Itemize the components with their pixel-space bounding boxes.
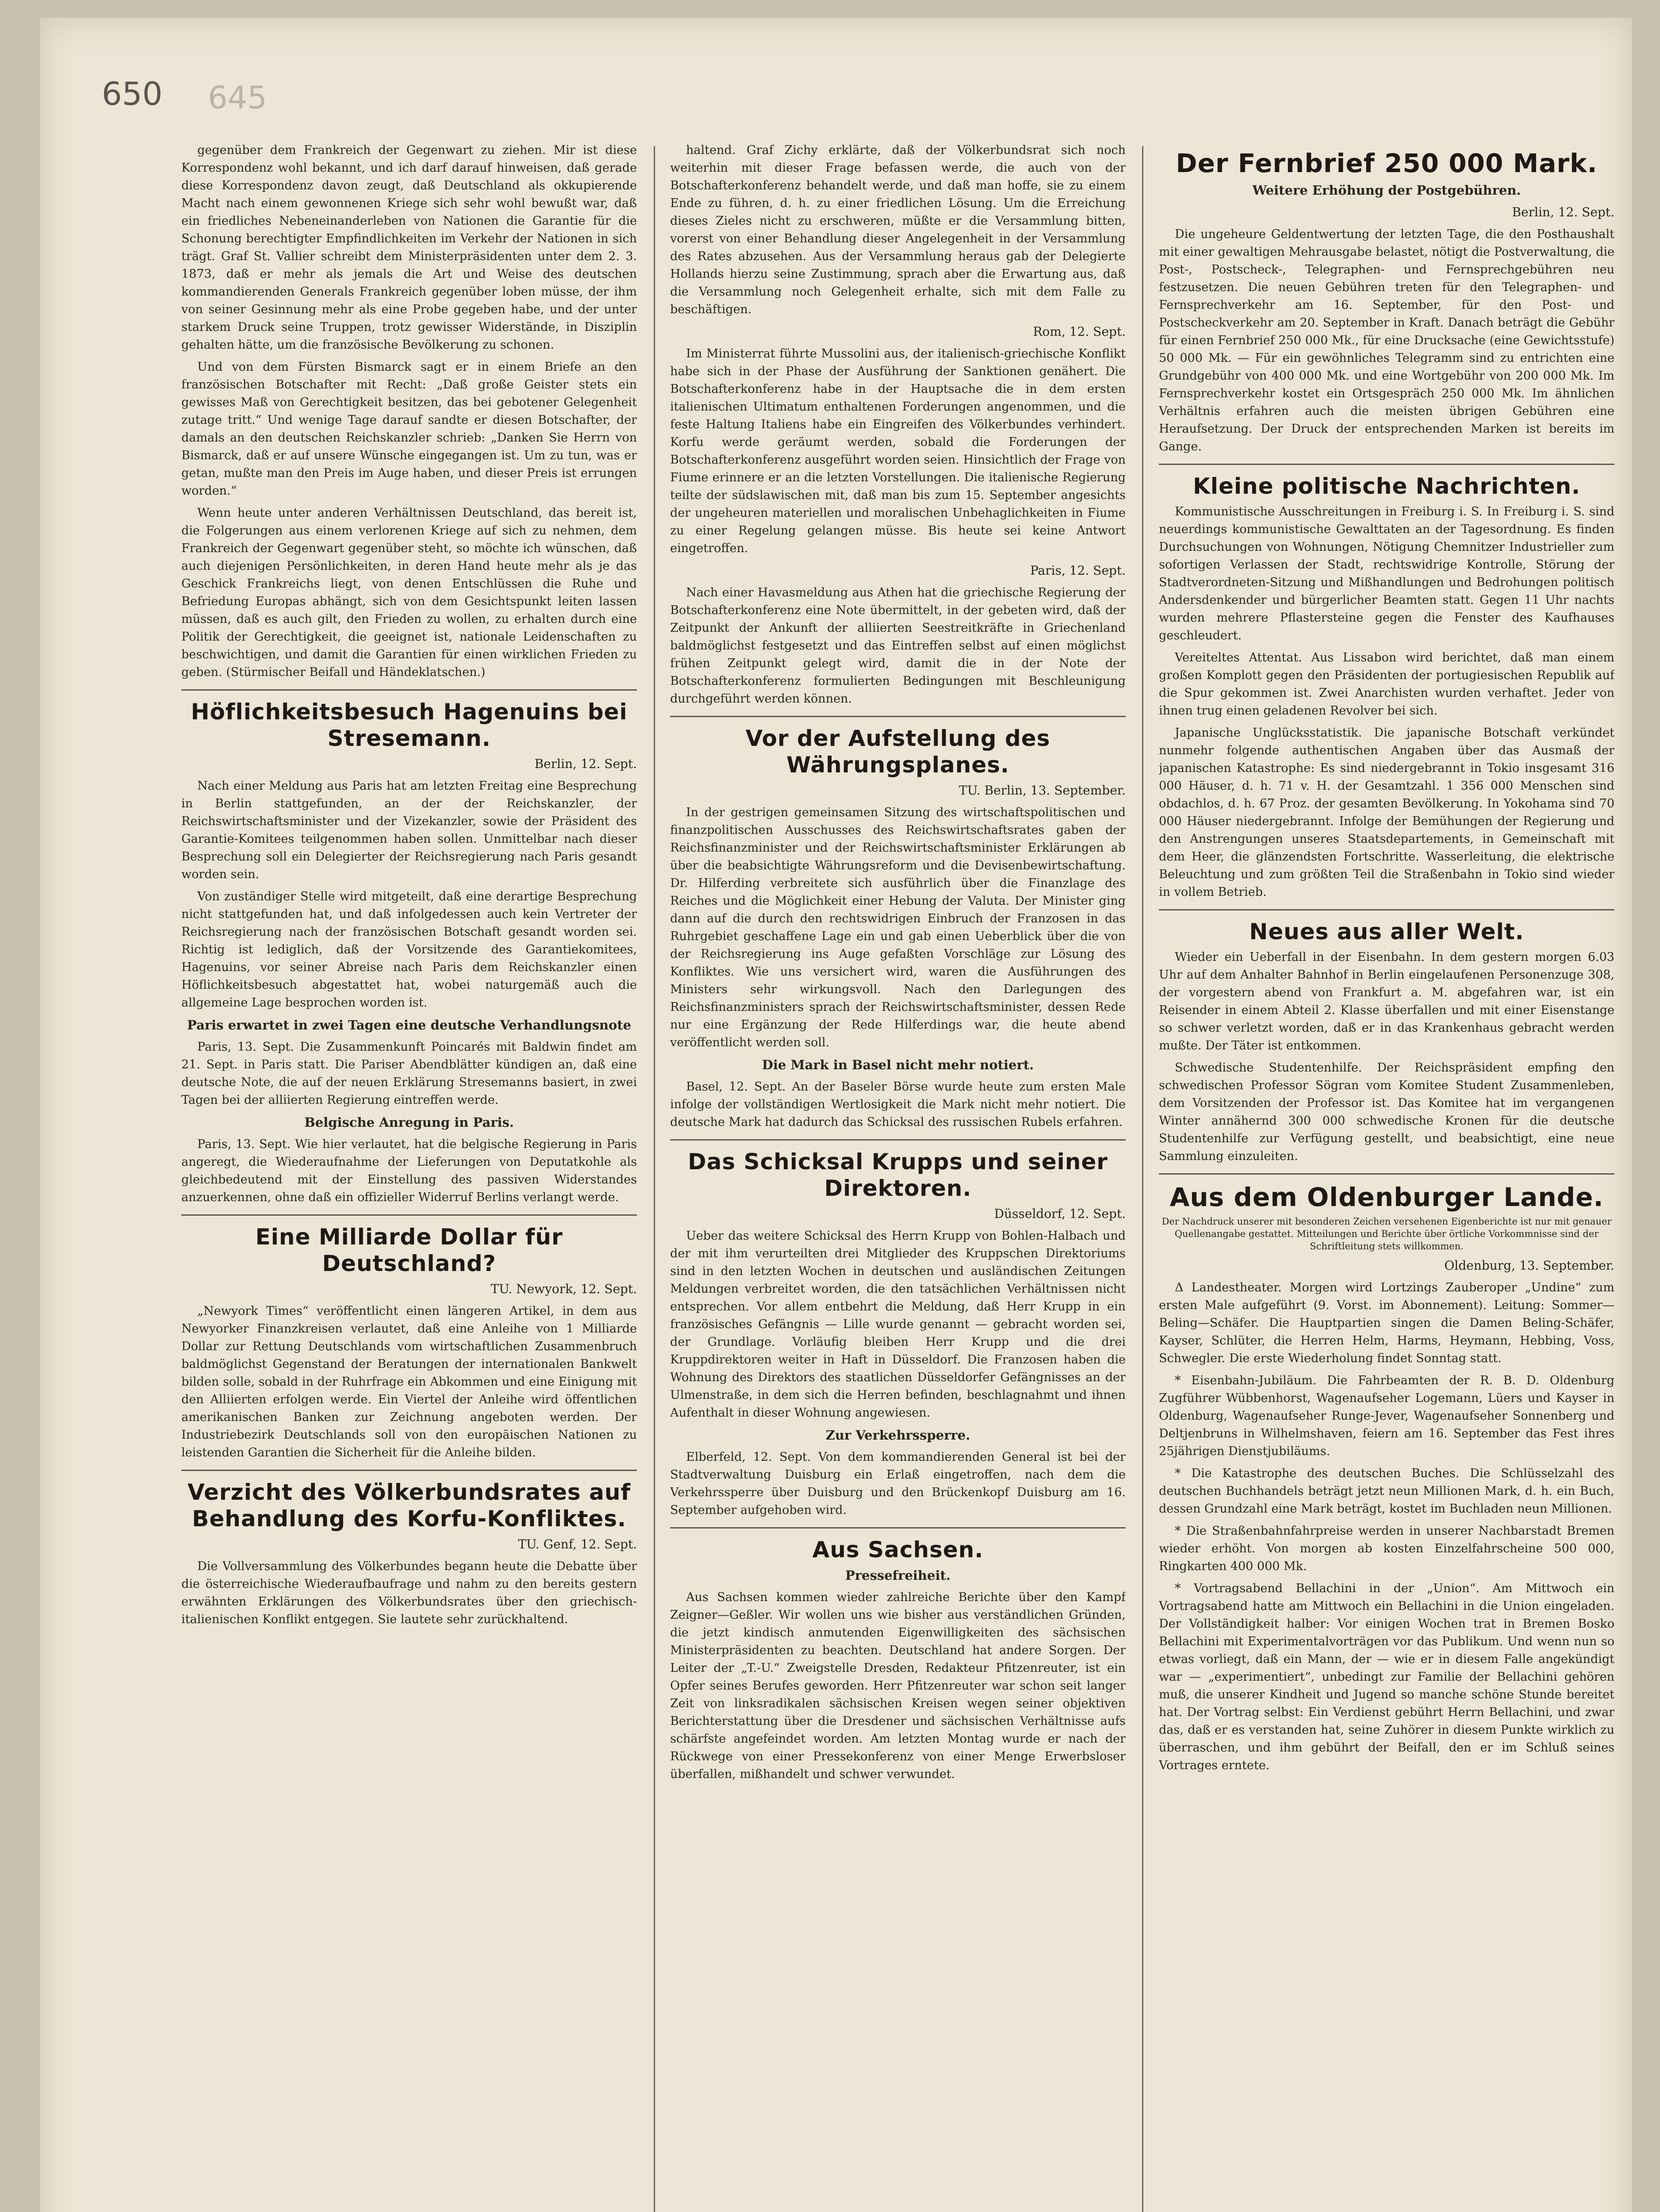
dateline: Düsseldorf, 12. Sept. xyxy=(994,1206,1126,1221)
article-paragraph: Nach einer Meldung aus Paris hat am letzten Freitag eine Besprechung in Berlin stattgefunden, an der der Reichskanzler, der Reichswirtschaftsminister und der Vizekanzler, sowie der Präsident des Garantie-Komitees teilgenommen haben sollen. Unmittelbar nach dieser Besprechung soll ein Delegierter der Reichsregierung nach Paris gesandt worden sein. xyxy=(181,779,637,881)
dateline: Rom, 12. Sept. xyxy=(1033,324,1126,339)
article-paragraph: Elberfeld, 12. Sept. Von dem kommandierenden General ist bei der Stadtverwaltung Duisburg ein Erlaß eingetroffen, nach dem die Verkehrssperre über Duisburg und den Brückenkopf Duisburg am 16. September aufgehoben wird. xyxy=(670,1450,1126,1517)
divider xyxy=(181,1470,637,1471)
article-paragraph: * Eisenbahn-Jubiläum. Die Fahrbeamten der R. B. D. Oldenburg Zugführer Wübbenhorst, Wagenaufseher Logemann, Lüers und Kayser in Oldenburg, Wagenaufseher Runge-Jever, Wagenaufseher Sonnenberg und Deltjenbruns in Wilhelmshaven, feiern am 16. September das Fest ihres 25jährigen Dienstjubiläums. xyxy=(1159,1374,1614,1458)
divider xyxy=(670,1139,1126,1141)
page-number: 650 xyxy=(102,75,163,112)
article-paragraph: „Newyork Times“ veröffentlicht einen längeren Artikel, in dem aus Newyorker Finanzkreisen verlautet, daß eine Anleihe von 1 Milliarde Dollar zur Rettung Deutschlands vom wirtschaftlichen Zusammenbruch baldmöglichst Gegenstand der Beratungen der internationalen Bankwelt bilden solle, sobald in der Ruhrfrage ein Abkommen und eine Einigung mit den Alliierten erfolgen werde. Ein Viertel der Anleihe wird öffentlichen amerikanischen Banken zur Zeichnung angeboten werden. Der Industriebezirk Deutschlands soll von den europäischen Nationen zu leistenden Garantien die Sicherheit für die Anleihe bilden. xyxy=(181,1304,637,1459)
headline-aus-sachsen: Aus Sachsen. xyxy=(812,1537,984,1563)
article-paragraph: Paris, 13. Sept. Wie hier verlautet, hat die belgische Regierung in Paris angeregt, die Wiederaufnahme der Lieferungen von Deputatkohle als gleichbedeutend mit der Einstellung des passiven Widerstandes anzuerkennen, ohne daß ein offizieller Widerruf Berlins verlangt werde. xyxy=(181,1137,637,1204)
article-paragraph: Wenn heute unter anderen Verhältnissen Deutschland, das bereit ist, die Folgerungen aus einem verlorenen Kriege auf sich zu nehmen, dem Frankreich der Gegenwart gegenüber steht, so möchte ich wünschen, daß auch diejenigen Persönlichkeiten, in deren Hand heute mehr als je das Geschick Frankreichs liegt, von denen Entschlüssen die Ruhe und Befriedung Europas abhängt, sich von dem Gesichtspunkt leiten lassen müssen, daß es auch gilt, den Frieden zu wollen, zu erhalten durch eine Politik der Gerechtigkeit, die geeignet ist, nationale Leidenschaften zu beschwichtigen, und damit die Garantien für einen wirklichen Frieden zu geben. (Stürmischer Beifall und Händeklatschen.) xyxy=(181,506,637,679)
article-paragraph: Δ Landestheater. Morgen wird Lortzings Zauberoper „Undine“ zum ersten Male aufgeführt (9. Vorst. im Abonnement). Leitung: Sommer—Beling—Schäfer. Die Hauptpartien singen die Damen Beling-Schäfer, Kayser, Schlüter, die Herren Helm, Harms, Heymann, Hebbing, Voss, Schwegler. Die erste Wiederholung findet Sonntag statt. xyxy=(1159,1281,1614,1365)
reprint-notice: Der Nachdruck unserer mit besonderen Zeichen versehenen Eigenberichte ist nur mit genauer Quellenangabe gestattet. Mitteilungen und Berichte über örtliche Vorkommnisse sind der Schriftleitung stets willkommen. xyxy=(1162,1216,1612,1252)
divider xyxy=(181,1214,637,1216)
article-paragraph: Kommunistische Ausschreitungen in Freiburg i. S. In Freiburg i. S. sind neuerdings kommunistische Gewalttaten an der Tagesordnung. Es finden Durchsuchungen von Wohnungen, Nötigung Chemnitzer Industrieller zum sofortigen Verlassen der Stadt, rechtswidrige Kontrolle, Störung der Stadtverordneten-Sitzung und Mißhandlungen und Bedrohungen politisch Andersdenkender und bürgerlicher Beamten statt. Gegen 11 Uhr nachts wurden mehrere Pflastersteine gegen die Fenster des Kaufhauses geschleudert. xyxy=(1159,505,1614,642)
divider xyxy=(1159,909,1614,910)
headline-oldenburger-lande: Aus dem Oldenburger Lande. xyxy=(1169,1182,1604,1212)
divider xyxy=(181,689,637,691)
headline-fernbrief: Der Fernbrief 250 000 Mark. xyxy=(1176,148,1598,178)
article-paragraph: Japanische Unglücksstatistik. Die japanische Botschaft verkündet nunmehr folgende authentischen Angaben über das Ausmaß der japanischen Katastrophe: Es sind niedergebrannt in Tokio insgesamt 316 000 Häuser, d. h. 71 v. H. der Gesamtzahl. 1 356 000 Menschen sind obdachlos, d. h. 67 Proz. der gesamten Bevölkerung. In Yokohama sind 70 000 Häuser niedergebrannt. Infolge der Bemühungen der Regierung und den Anstrengungen unseres Staatsdepartements, in Gemeinschaft mit dem Heer, die glänzendsten Fortschritte. Wasserleitung, die elektrische Beleuchtung und zum größten Teil die Straßenbahn in Tokio sind wieder in vollem Betrieb. xyxy=(1159,726,1614,899)
subheading: Belgische Anregung in Paris. xyxy=(304,1115,514,1130)
column-rule-1 xyxy=(654,146,655,2212)
dateline: Oldenburg, 13. September. xyxy=(1444,1258,1614,1273)
dateline: TU. Berlin, 13. September. xyxy=(959,783,1126,798)
dateline: TU. Genf, 12. Sept. xyxy=(518,1537,637,1551)
column-3 xyxy=(1159,142,1614,2212)
article-paragraph: Nach einer Havasmeldung aus Athen hat die griechische Regierung der Botschafterkonferenz eine Note übermittelt, in der gebeten wird, daß der Zeitpunkt der Ankunft der alliierten Seestreitkräfte in Griechenland baldmöglichst festgesetzt und das Eintreffen selbst auf einen möglichst frühen Zeitpunkt gelegt wird, damit die in der Note der Botschafterkonferenz formulierten Bedingungen mit Beschleunigung durchgeführt werden können. xyxy=(670,586,1126,706)
article-paragraph: * Die Straßenbahnfahrpreise werden in unserer Nachbarstadt Bremen wieder erhöht. Von morgen ab kosten Einzelfahrscheine 500 000, Ringkarten 400 000 Mk. xyxy=(1159,1524,1614,1573)
article-paragraph: * Die Katastrophe des deutschen Buches. Die Schlüsselzahl des deutschen Buchhandels beträgt jetzt neun Millionen Mark, d. h. ein Buch, dessen Grundzahl eine Mark beträgt, kostet im Buchladen neun Millionen. xyxy=(1159,1467,1614,1516)
column-1 xyxy=(181,142,637,2212)
subheading: Weitere Erhöhung der Postgebühren. xyxy=(1252,183,1521,198)
headline-voelkerbundsrat: Verzicht des Völkerbundsrates auf Behandlung des Korfu-Konfliktes. xyxy=(187,1479,631,1532)
article-paragraph: Ueber das weitere Schicksal des Herrn Krupp von Bohlen-Halbach und der mit ihm verurteilten drei Mitglieder des Kruppschen Direktoriums sind in den letzten Wochen in deutschen und ausländischen Zeitungen Meldungen verbreitet worden, die den tatsächlichen Verhältnissen nicht entsprechen. Vor allem entbehrt die Meldung, daß Herr Krupp in ein französisches Gefängnis — Lille wurde genannt — gebracht worden sei, der Grundlage. Vorläufig bleiben Herr Krupp und die drei Kruppdirektoren weiter in Haft in Düsseldorf. Die Franzosen haben die Wohnung des Direktors des staatlichen Düsseldorfer Gefängnisses an der Ulmenstraße, in dem sich die Herren befinden, beschlagnahmt und ihnen Aufenthalt in dieser Wohnung angewiesen. xyxy=(670,1229,1126,1420)
headline-neues-aus-aller-welt: Neues aus aller Welt. xyxy=(1249,919,1524,945)
divider xyxy=(670,1527,1126,1528)
headline-kleine-nachrichten: Kleine politische Nachrichten. xyxy=(1193,473,1580,499)
ghost-page-number: 645 xyxy=(208,80,267,116)
article-paragraph: Die Vollversammlung des Völkerbundes begann heute die Debatte über die österreichische Wiederaufbaufrage und nahm zu den bereits gestern erwähnten Erklärungen des Völkerbundsrates über den griechisch-italienischen Konflikt entgegen. Sie lautete sehr zurückhaltend. xyxy=(181,1559,637,1626)
article-paragraph: Paris, 13. Sept. Die Zusammenkunft Poincarés mit Baldwin findet am 21. Sept. in Paris statt. Die Pariser Abendblätter kündigen an, daß eine deutsche Note, die auf der neuen Erklärung Stresemanns basiert, in zwei Tagen bei der alliierten Regierung eintreffen werde. xyxy=(181,1040,637,1107)
subheading: Pressefreiheit. xyxy=(845,1568,951,1583)
article-paragraph: * Vortragsabend Bellachini in der „Union“. Am Mittwoch ein Vortragsabend hatte am Mittwoch ein Bellachini in die Union eingeladen. Der Vollständigkeit halber: Vor einigen Wochen trat in Bremen Bosko Bellachini mit Experimentalvorträgen vor das Publikum. Und wenn nun so etwas vorliegt, daß ein Mann, der — wie er in diesem Falle angekündigt war — „experimentiert“, unbedingt zur Familie der Bellachini gehören muß, die unserer Kindheit und Jugend so manche schöne Stunde bereitet hat. Der Vortrag selbst: Ein Verdienst gebührt Herrn Bellachini, und zwar das, daß er es verstanden hat, seine Zuhörer in diesem Punkte wirklich zu überraschen, und ihm gebührt der Beifall, den er im Schluß seines Vortrages erntete. xyxy=(1159,1582,1614,1772)
article-paragraph: In der gestrigen gemeinsamen Sitzung des wirtschaftspolitischen und finanzpolitischen Ausschusses des Reichswirtschaftsrates gaben der Reichsfinanzminister und der Reichswirtschaftsminister Erklärungen ab über die beabsichtigte Währungsreform und die Devisenbewirtschaftung. Dr. Hilferding verbreitete sich ausführlich über die Finanzlage des Reiches und die Möglichkeit einer Hebung der Valuta. Der Minister ging dann auf die durch den rechtswidrigen Einbruch der Franzosen in das Ruhrgebiet geschaffene Lage ein und gab einen Ueberblick über die von der Reichsregierung ins Auge gefaßten Vorschläge zur Lösung des Konfliktes. Wie uns versichert wird, waren die Ausführungen des Ministers sehr wirkungsvoll. Nach den Darlegungen des Reichsfinanzministers sprach der Reichswirtschaftsminister, dessen Rede nur eine Ergänzung der Rede Hilferdings war, die heute abend veröffentlicht werden soll. xyxy=(670,806,1126,1049)
divider xyxy=(1159,464,1614,465)
headline-waehrungsplan: Vor der Aufstellung des Währungsplanes. xyxy=(745,726,1050,778)
article-paragraph: Und von dem Fürsten Bismarck sagt er in einem Briefe an den französischen Botschafter mit Recht: „Daß große Geister stets ein gewisses Maß von Gerechtigkeit besitzen, das bei gebotener Gelegenheit zutage tritt.“ Und wenige Tage darauf sandte er diesen Botschafter, der damals an den deutschen Reichskanzler schrieb: „Danken Sie Herrn von Bismarck, daß er auf unsere Wünsche eingegangen ist. Um zu tun, was er getan, mußte man den Preis im Auge haben, und dieser Preis ist errungen worden.“ xyxy=(181,360,637,498)
article-paragraph: Im Ministerrat führte Mussolini aus, der italienisch-griechische Konflikt habe sich in der Phase der Ausführung der Sanktionen genähert. Die Botschafterkonferenz habe in der Hauptsache die in dem ersten italienischen Ultimatum enthaltenen Forderungen angenommen, und die feste Haltung Italiens habe ein Eingreifen des Völkerbundes verhindert. Korfu werde geräumt werden, sobald die Forderungen der Botschafterkonferenz ausgeführt worden seien. Hinsichtlich der Frage von Fiume erinnere er an die letzten Vorstellungen. Die italienische Regierung teilte der südslawischen mit, daß man bis zum 15. September angesichts der ungeheuren materiellen und moralischen Unbehaglichkeiten in Fiume zu einer Regelung gelangen müsse. Bis heute sei keine Antwort eingetroffen. xyxy=(670,347,1126,555)
subheading: Paris erwartet in zwei Tagen eine deutsche Verhandlungsnote xyxy=(187,1018,632,1033)
article-paragraph: Schwedische Studentenhilfe. Der Reichspräsident empfing den schwedischen Professor Sögran vom Komitee Student Zusammenleben, dem Vorsitzenden der Professor ist. Das Komitee hat im vergangenen Winter annähernd 300 000 schwedische Kronen für die deutsche Studentenhilfe zur Verfügung gestellt, und beabsichtigt, eine neue Sammlung einzuleiten. xyxy=(1159,1061,1614,1163)
divider xyxy=(670,716,1126,717)
dateline: Berlin, 12. Sept. xyxy=(1512,205,1614,219)
column-2 xyxy=(670,142,1126,2212)
subheading: Die Mark in Basel nicht mehr notiert. xyxy=(762,1057,1034,1072)
article-paragraph: Von zuständiger Stelle wird mitgeteilt, daß eine derartige Besprechung nicht stattgefunden hat, und daß infolgedessen auch kein Vertreter der Reichsregierung nach der französischen Botschaft gesandt worden sei. Richtig ist lediglich, daß der Vorsitzende des Garantiekomitees, Hagenuins, vor seiner Abreise nach Paris dem Reichskanzler einen Höflichkeitsbesuch abgestattet hat, wobei naturgemäß auch die allgemeine Lage besprochen worden ist. xyxy=(181,890,637,1010)
article-paragraph: Wieder ein Ueberfall in der Eisenbahn. In dem gestern morgen 6.03 Uhr auf dem Anhalter Bahnhof in Berlin eingelaufenen Personenzuge 308, der vorgestern abend von Frankfurt a. M. abgefahren war, ist ein Reisender in einem Abteil 2. Klasse überfallen und mit einer Eisenstange so schwer verletzt worden, daß er in das Krankenhaus gebracht werden mußte. Der Täter ist entkommen. xyxy=(1159,950,1614,1052)
dateline: TU. Newyork, 12. Sept. xyxy=(491,1282,637,1296)
article-paragraph: Aus Sachsen kommen wieder zahlreiche Berichte über den Kampf Zeigner—Geßler. Wir wollen uns wie bisher aus verständlichen Gründen, die jetzt kindisch anmutenden Eigenwilligkeiten des sächsischen Ministerpräsidenten zu beachten. Deutschland hat andere Sorgen. Der Leiter der „T.-U.“ Zweigstelle Dresden, Redakteur Pfitzenreuter, ist ein Opfer seines Berufes geworden. Herr Pfitzenreuter war schon seit langer Zeit von linksradikalen sächsischen Kreisen wegen seiner objektiven Berichterstattung über die Dresdener und sächsischen Verhältnisse aufs schärfste angefeindet worden. Am letzten Montag wurde er nach der Rückwege von einer Pressekonferenz von einer Menge Erwerbsloser überfallen, mißhandelt und schwer verwundet. xyxy=(670,1590,1126,1781)
article-paragraph: Basel, 12. Sept. An der Baseler Börse wurde heute zum ersten Male infolge der vollständigen Wertlosigkeit die Mark nicht mehr notiert. Die deutsche Mark hat dadurch das Schicksal des russischen Rubels erfahren. xyxy=(670,1080,1126,1129)
article-paragraph: Vereiteltes Attentat. Aus Lissabon wird berichtet, daß man einem großen Komplott gegen den Präsidenten der portugiesischen Republik auf die Spur gekommen ist. Zwei Anarchisten wurden verhaftet. Jeder von ihnen trug einen geladenen Revolver bei sich. xyxy=(1159,651,1614,718)
headline-milliarde-dollar: Eine Milliarde Dollar für Deutschland? xyxy=(255,1224,563,1276)
headline-hoeflichkeitsbesuch: Höflichkeitsbesuch Hagenuins bei Stresemann. xyxy=(191,699,628,751)
article-paragraph: gegenüber dem Frankreich der Gegenwart zu ziehen. Mir ist diese Korrespondenz wohl bekannt, und ich darf darauf hinweisen, daß gerade diese Korrespondenz davon zeugt, daß Deutschland als okkupierende Macht nach einem gewonnenen Kriege sich sehr wohl bewußt war, daß ein friedliches Nebeneinanderleben von Nationen die Garantie für die Schonung berechtigter Empfindlichkeiten im Verkehr der Nationen in sich trägt. Graf St. Vallier schreibt dem Ministerpräsidenten unter dem 2. 3. 1873, daß er mehr als jemals die Art und Weise des deutschen kommandierenden Generals Frankreich gegenüber loben müsse, der ihm von seiner Gesinnung mehr als eine Probe gegeben habe, und der unter starkem Druck seine Truppen, trotz gewisser Widerstände, in Disziplin gehalten hätte, um die französische Bevölkerung zu schonen. xyxy=(181,143,637,352)
article-paragraph: haltend. Graf Zichy erklärte, daß der Völkerbundsrat sich noch weiterhin mit dieser Frage befassen werde, die auch von der Botschafterkonferenz behandelt werde, und daß man hoffe, sie zu einem Ende zu führen, d. h. zu einer friedlichen Lösung. Um die Erreichung dieses Zieles nicht zu erschweren, müßte er die Versammlung bitten, vorerst von einer Behandlung dieser Angelegenheit in der Versammlung des Rates abzusehen. Aus der Versammlung heraus gab der Delegierte Hollands hierzu seine Zustimmung, sprach aber die Erwartung aus, daß die Versammlung noch Gelegenheit erhalte, sich mit dem Falle zu beschäftigen. xyxy=(670,143,1126,316)
headline-krupp: Das Schicksal Krupps und seiner Direktoren. xyxy=(688,1149,1108,1201)
column-rule-2 xyxy=(1142,146,1143,2212)
dateline: Paris, 12. Sept. xyxy=(1030,563,1126,578)
divider xyxy=(1159,1173,1614,1175)
article-paragraph: Die ungeheure Geldentwertung der letzten Tage, die den Posthaushalt mit einer gewaltigen Mehrausgabe belastet, nötigt die Postverwaltung, die Post-, Postscheck-, Telegraphen- und Fernsprechgebühren neu festzusetzen. Die neuen Gebühren treten für den Telegraphen- und Fernsprechverkehr am 16. September, für den Post- und Postscheckverkehr am 20. September in Kraft. Danach beträgt die Gebühr für einen Fernbrief 250 000 Mk., für eine Drucksache (eine Gewichtsstufe) 50 000 Mk. — Für ein gewöhnliches Telegramm sind zu entrichten eine Grundgebühr von 400 000 Mk. und eine Wortgebühr von 200 000 Mk. Im Fernsprechverkehr kostet ein Ortsgespräch 250 000 Mk. Im ähnlichen Verhältnis erfahren auch die meisten übrigen Gebühren eine Heraufsetzung. Der Druck der entsprechenden Marken ist bereits im Gange. xyxy=(1159,227,1614,453)
subheading: Zur Verkehrssperre. xyxy=(825,1428,970,1443)
dateline: Berlin, 12. Sept. xyxy=(534,757,637,771)
